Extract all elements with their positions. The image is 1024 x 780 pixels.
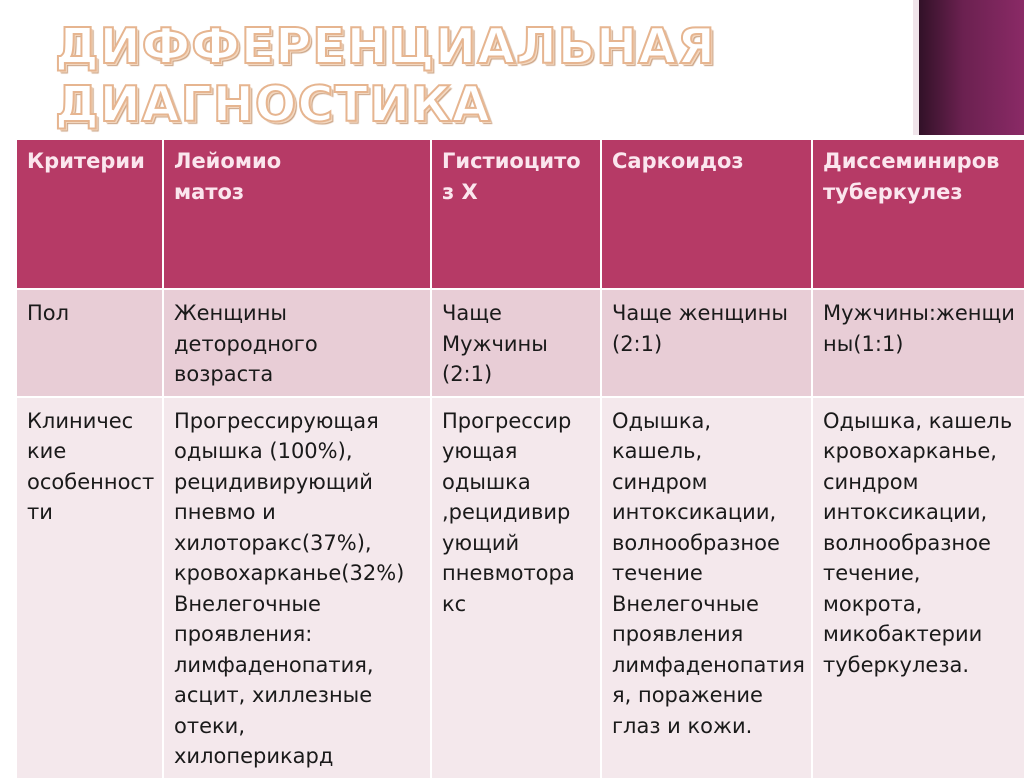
- row-criterion-clinical-features: Клиничес кие особенност ти: [16, 397, 163, 779]
- header-histiocytosis-x: Гистиоцито з Х: [431, 139, 601, 289]
- table-cell: Чаще Мужчины (2:1): [431, 289, 601, 397]
- decorative-corner-block: [913, 0, 1024, 135]
- header-disseminated-tuberculosis: Диссеминиров туберкулез: [812, 139, 1024, 289]
- row-criterion-sex: Пол: [16, 289, 163, 397]
- header-leiomyomatosis: Лейомио матоз: [163, 139, 431, 289]
- slide-title-line-1: ДИФФЕРЕНЦИАЛЬНАЯ: [55, 18, 716, 75]
- table-row: [16, 289, 1024, 397]
- header-sarcoidosis: Саркоидоз: [601, 139, 812, 289]
- table-cell: Чаще женщины (2:1): [601, 289, 812, 397]
- slide-title-line-2: ДИАГНОСТИКА: [55, 76, 491, 133]
- table-cell: Мужчины:женщи ны(1:1): [812, 289, 1024, 397]
- table-cell: Женщины детородного возраста: [163, 289, 431, 397]
- header-criteria: Критерии: [16, 139, 163, 289]
- table-cell: Прогрессирующая одышка (100%), рецидивирующий пневмо и хилоторакс(37%), кровохарканье(32%) Внелегочные проявления: лимфаденопатия, асцит, хиллезные отеки, хилоперикард: [163, 397, 431, 779]
- differential-diagnosis-table: [15, 138, 1024, 780]
- slide-title: [55, 18, 905, 134]
- table-cell: Одышка, кашель, синдром интоксикации, волнообразное течение Внелегочные проявления лимфаденопатия я, поражение глаз и кожи.: [601, 397, 812, 779]
- table-cell: Прогрессир ующая одышка ,рецидивир ующий пневмотора кс: [431, 397, 601, 779]
- table-row: [16, 397, 1024, 779]
- table-cell: Одышка, кашель кровохарканье, синдром интоксикации, волнообразное течение, мокрота, микобактерии туберкулеза.: [812, 397, 1024, 779]
- table-header-row: [16, 139, 1024, 289]
